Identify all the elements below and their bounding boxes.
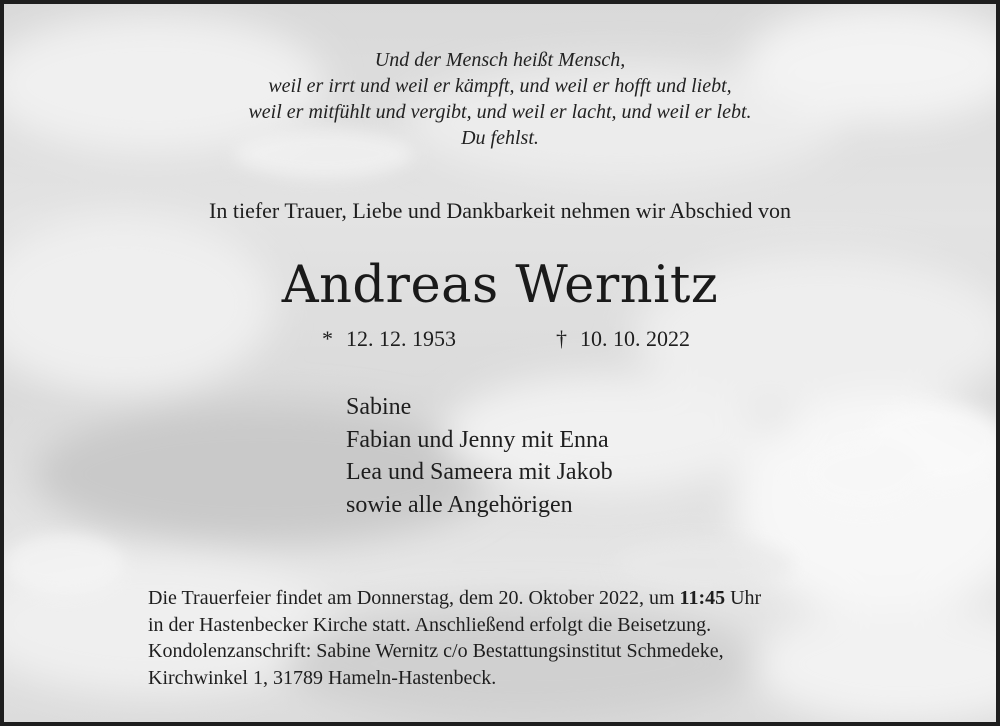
funeral-info bbox=[148, 585, 761, 691]
family-member: Sabine bbox=[346, 394, 412, 420]
poem-line: weil er mitfühlt und vergibt, und weil er lacht, und weil er lebt. bbox=[248, 101, 752, 123]
death-date bbox=[556, 324, 690, 354]
family-list bbox=[346, 391, 613, 521]
birth-date bbox=[322, 324, 456, 354]
info-line bbox=[148, 585, 761, 612]
notice-content bbox=[4, 4, 996, 722]
death-cross-icon: † bbox=[556, 326, 567, 351]
info-line: Kondolenzanschrift: Sabine Wernitz c/o Bestattungsinstitut Schmedeke, bbox=[148, 640, 724, 662]
info-text: Uhr bbox=[725, 587, 762, 609]
deceased-name: Andreas Wernitz bbox=[281, 256, 719, 315]
poem-line: Und der Mensch heißt Mensch, bbox=[374, 49, 626, 71]
family-member: Lea und Sameera mit Jakob bbox=[346, 459, 613, 485]
family-member: Fabian und Jenny mit Enna bbox=[346, 426, 609, 453]
info-line: Kirchwinkel 1, 31789 Hameln-Hastenbeck. bbox=[148, 666, 497, 689]
funeral-time: 11:45 bbox=[679, 587, 726, 609]
birth-star-icon: * bbox=[322, 326, 333, 351]
info-text: Die Trauerfeier findet am Donnerstag, dem 20. Oktober 2022, um bbox=[148, 587, 680, 609]
info-line: in der Hastenbecker Kirche statt. Anschließend erfolgt die Beisetzung. bbox=[148, 613, 712, 636]
poem-line: weil er irrt und weil er kämpft, und weil er hofft und liebt, bbox=[268, 75, 732, 97]
birth-date-value: 12. 12. 1953 bbox=[346, 326, 456, 351]
death-date-value: 10. 10. 2022 bbox=[580, 326, 690, 351]
family-member: sowie alle Angehörigen bbox=[346, 491, 573, 518]
poem-line: Du fehlst. bbox=[461, 127, 539, 149]
poem-quote bbox=[4, 47, 996, 151]
intro-text: In tiefer Trauer, Liebe und Dankbarkeit nehmen wir Abschied von bbox=[209, 198, 791, 223]
